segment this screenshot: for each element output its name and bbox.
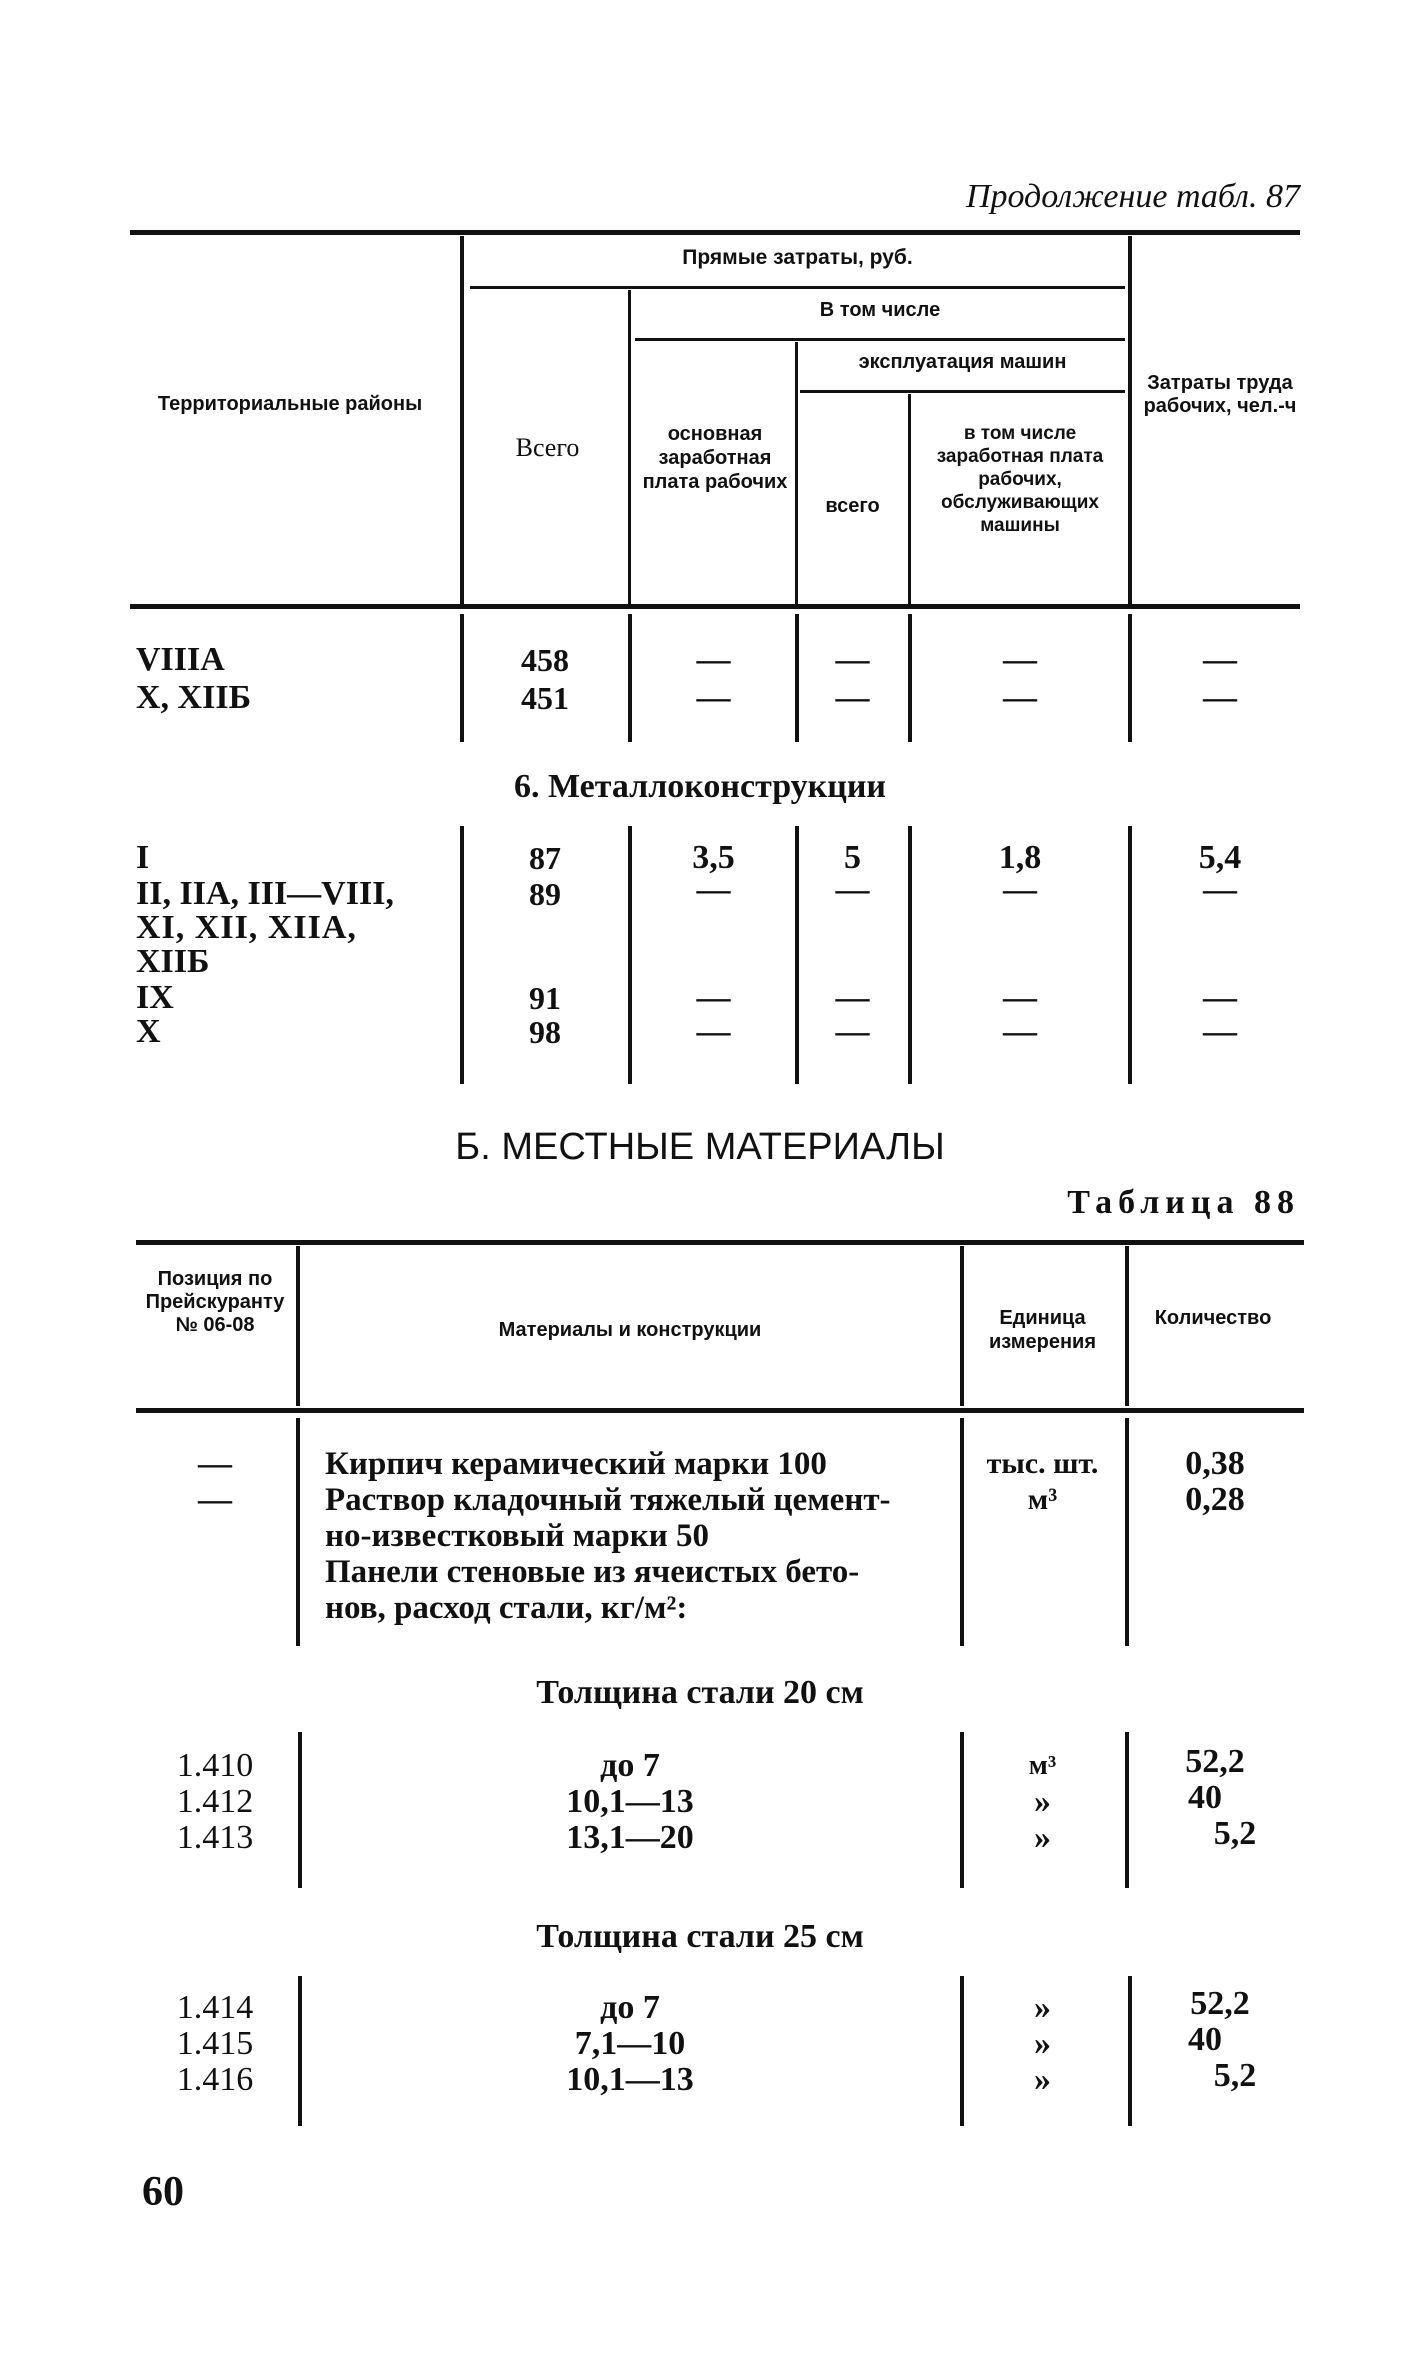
table88-header-rule [136, 1408, 1304, 1413]
vline88-g1-a [298, 1732, 302, 1888]
direct-costs-rule [470, 286, 1125, 289]
wage-cell: — [696, 641, 731, 678]
wage-cell: — [696, 979, 731, 1016]
vline88-h-b [960, 1246, 964, 1406]
vline-body2-b [628, 826, 632, 1084]
group-title-20cm: Толщина стали 20 см [536, 1674, 864, 1711]
region-cell: VIIIA [136, 641, 225, 678]
qty-cell: 52,2 [1190, 1985, 1250, 2022]
vline88-g2-b [960, 1976, 964, 2126]
table-caption-87: Продолжение табл. 87 [965, 178, 1300, 215]
header-direct-costs: Прямые затраты, руб. [682, 246, 913, 269]
mach-cell: — [835, 679, 870, 716]
pos-cell: 1.413 [176, 1819, 254, 1856]
header-regions: Территориальные районы [157, 393, 423, 415]
unit-cell: » [1034, 1989, 1051, 2026]
vline-regions [460, 236, 464, 604]
qty-cell: 5,2 [1213, 2057, 1257, 2094]
unit-cell: » [1034, 2025, 1051, 2062]
material-cell: до 7 [600, 1989, 660, 2026]
pos-cell: 1.412 [176, 1783, 254, 1820]
vline-labor [1128, 236, 1132, 604]
header-base-wage: основная заработная плата рабочих [642, 423, 788, 493]
mach-wage-cell: — [1003, 1013, 1037, 1050]
header-labor: Затраты труда рабочих, чел.-ч [1143, 372, 1297, 417]
material-cell: 10,1—13 [566, 1783, 694, 1820]
qty-cell: 52,2 [1185, 1743, 1245, 1780]
vline88-b1-c [1125, 1418, 1129, 1646]
material-cell: 13,1—20 [566, 1819, 694, 1856]
vline-body2-d [908, 826, 912, 1084]
wage-cell: — [696, 1013, 731, 1050]
region-cell: I [136, 839, 150, 876]
header-total: Всего [515, 433, 580, 462]
vline-body2-c [795, 826, 799, 1084]
vline-body1-e [1128, 614, 1132, 742]
material-cell: Кирпич керамический марки 100 [325, 1446, 827, 1482]
material-cell-continued: Панели стеновые из ячеистых бето- [325, 1554, 860, 1590]
header-including: В том числе [819, 299, 941, 321]
vline88-g1-c [1125, 1732, 1129, 1888]
unit-cell: » [1034, 1819, 1051, 1856]
vline-body1-d [908, 614, 912, 742]
qty-cell: 5,2 [1213, 1815, 1257, 1852]
pos-cell: — [198, 1481, 232, 1518]
mach-cell: — [835, 1013, 870, 1050]
qty-cell: 40 [1188, 2021, 1222, 2058]
labor-cell: — [1203, 979, 1237, 1016]
header-qty: Количество [1154, 1307, 1272, 1329]
vline-wage [795, 342, 798, 604]
machine-rule [800, 390, 1125, 393]
qty-cell: 0,28 [1185, 1481, 1245, 1518]
unit-cell: м³ [1028, 1750, 1057, 1781]
header-materials: Материалы и конструкции [498, 1319, 762, 1341]
total-cell: 451 [521, 680, 569, 716]
vline88-g1-b [960, 1732, 964, 1888]
labor-cell: — [1203, 641, 1237, 678]
vline88-b1-a [296, 1418, 300, 1646]
region-cell: X [136, 1013, 161, 1050]
section-title-metal: 6. Металлоконструкции [513, 768, 887, 805]
including-rule [635, 338, 1125, 341]
labor-cell: — [1203, 871, 1237, 908]
page-number: 60 [142, 2169, 184, 2215]
mach-wage-cell: — [1003, 871, 1037, 908]
mach-wage-cell: — [1003, 979, 1037, 1016]
mach-wage-cell: — [1003, 641, 1037, 678]
material-cell-continued: нов, расход стали, кг/м²: [325, 1590, 688, 1626]
labor-cell: — [1203, 1013, 1237, 1050]
unit-cell: » [1034, 1783, 1051, 1820]
vline88-b1-b [960, 1418, 964, 1646]
header-machine-wage: в том числе заработная плата рабочих, обслуживающих машины [936, 423, 1104, 536]
vline88-h-a [296, 1246, 300, 1406]
table87-top-rule [130, 230, 1300, 235]
vline-mach [908, 394, 911, 604]
total-cell: 89 [529, 876, 561, 912]
vline-body1-a [460, 614, 464, 742]
vline88-g2-a [298, 1976, 302, 2126]
labor-cell: — [1203, 679, 1237, 716]
vline-body1-b [628, 614, 632, 742]
mach-wage-cell: 1,8 [998, 839, 1042, 876]
region-cell: IX [136, 979, 174, 1016]
section-title-local-materials: Б. МЕСТНЫЕ МАТЕРИАЛЫ [455, 1126, 945, 1168]
header-machine-total: всего [825, 495, 880, 517]
qty-cell: 0,38 [1185, 1445, 1245, 1482]
vline88-h-c [1125, 1246, 1129, 1406]
region-cell: II, IIA, III—VIII, [136, 875, 394, 912]
mach-cell: — [835, 641, 870, 678]
material-cell: 10,1—13 [566, 2061, 694, 2098]
wage-cell: — [696, 679, 731, 716]
region-cell-continued: XIIБ [136, 943, 210, 980]
vline-body1-c [795, 614, 799, 742]
unit-cell: м³ [1027, 1483, 1058, 1516]
mach-cell: 5 [844, 839, 861, 876]
pos-cell: 1.414 [176, 1989, 254, 2026]
table-caption-88: Таблица 88 [1067, 1184, 1300, 1221]
wage-cell: — [696, 871, 731, 908]
group-title-25cm: Толщина стали 25 см [536, 1918, 864, 1955]
region-cell: X, XIIБ [136, 679, 252, 716]
unit-cell: » [1034, 2061, 1051, 2098]
total-cell: 458 [521, 642, 569, 678]
region-cell-continued: XI, XII, XIIA, [136, 909, 357, 946]
qty-cell: 40 [1188, 1779, 1222, 1816]
vline-body2-e [1128, 826, 1132, 1084]
total-cell: 91 [529, 980, 561, 1016]
mach-cell: — [835, 979, 870, 1016]
vline-body2-a [460, 826, 464, 1084]
total-cell: 87 [529, 840, 561, 876]
vline-total [628, 290, 631, 604]
total-cell: 98 [529, 1014, 561, 1050]
wage-cell: 3,5 [692, 839, 735, 876]
mach-wage-cell: — [1003, 679, 1037, 716]
pos-cell: 1.415 [176, 2025, 254, 2062]
material-cell: до 7 [600, 1747, 660, 1784]
mach-cell: — [835, 871, 870, 908]
pos-cell: — [198, 1445, 232, 1482]
material-cell-continued: но-известковый марки 50 [325, 1518, 709, 1554]
header-unit: Единица измерения [988, 1307, 1097, 1353]
labor-cell: 5,4 [1198, 839, 1242, 876]
material-cell: 7,1—10 [574, 2025, 686, 2062]
pos-cell: 1.410 [176, 1747, 254, 1784]
header-machine-operation: эксплуатация машин [858, 351, 1067, 373]
header-position: Позиция по Прейскуранту № 06-08 [145, 1268, 285, 1336]
table88-top-rule [136, 1240, 1304, 1245]
table87-header-rule [130, 604, 1300, 609]
unit-cell: тыс. шт. [986, 1447, 1099, 1480]
pos-cell: 1.416 [176, 2061, 254, 2098]
material-cell: Раствор кладочный тяжелый цемент- [325, 1482, 891, 1518]
